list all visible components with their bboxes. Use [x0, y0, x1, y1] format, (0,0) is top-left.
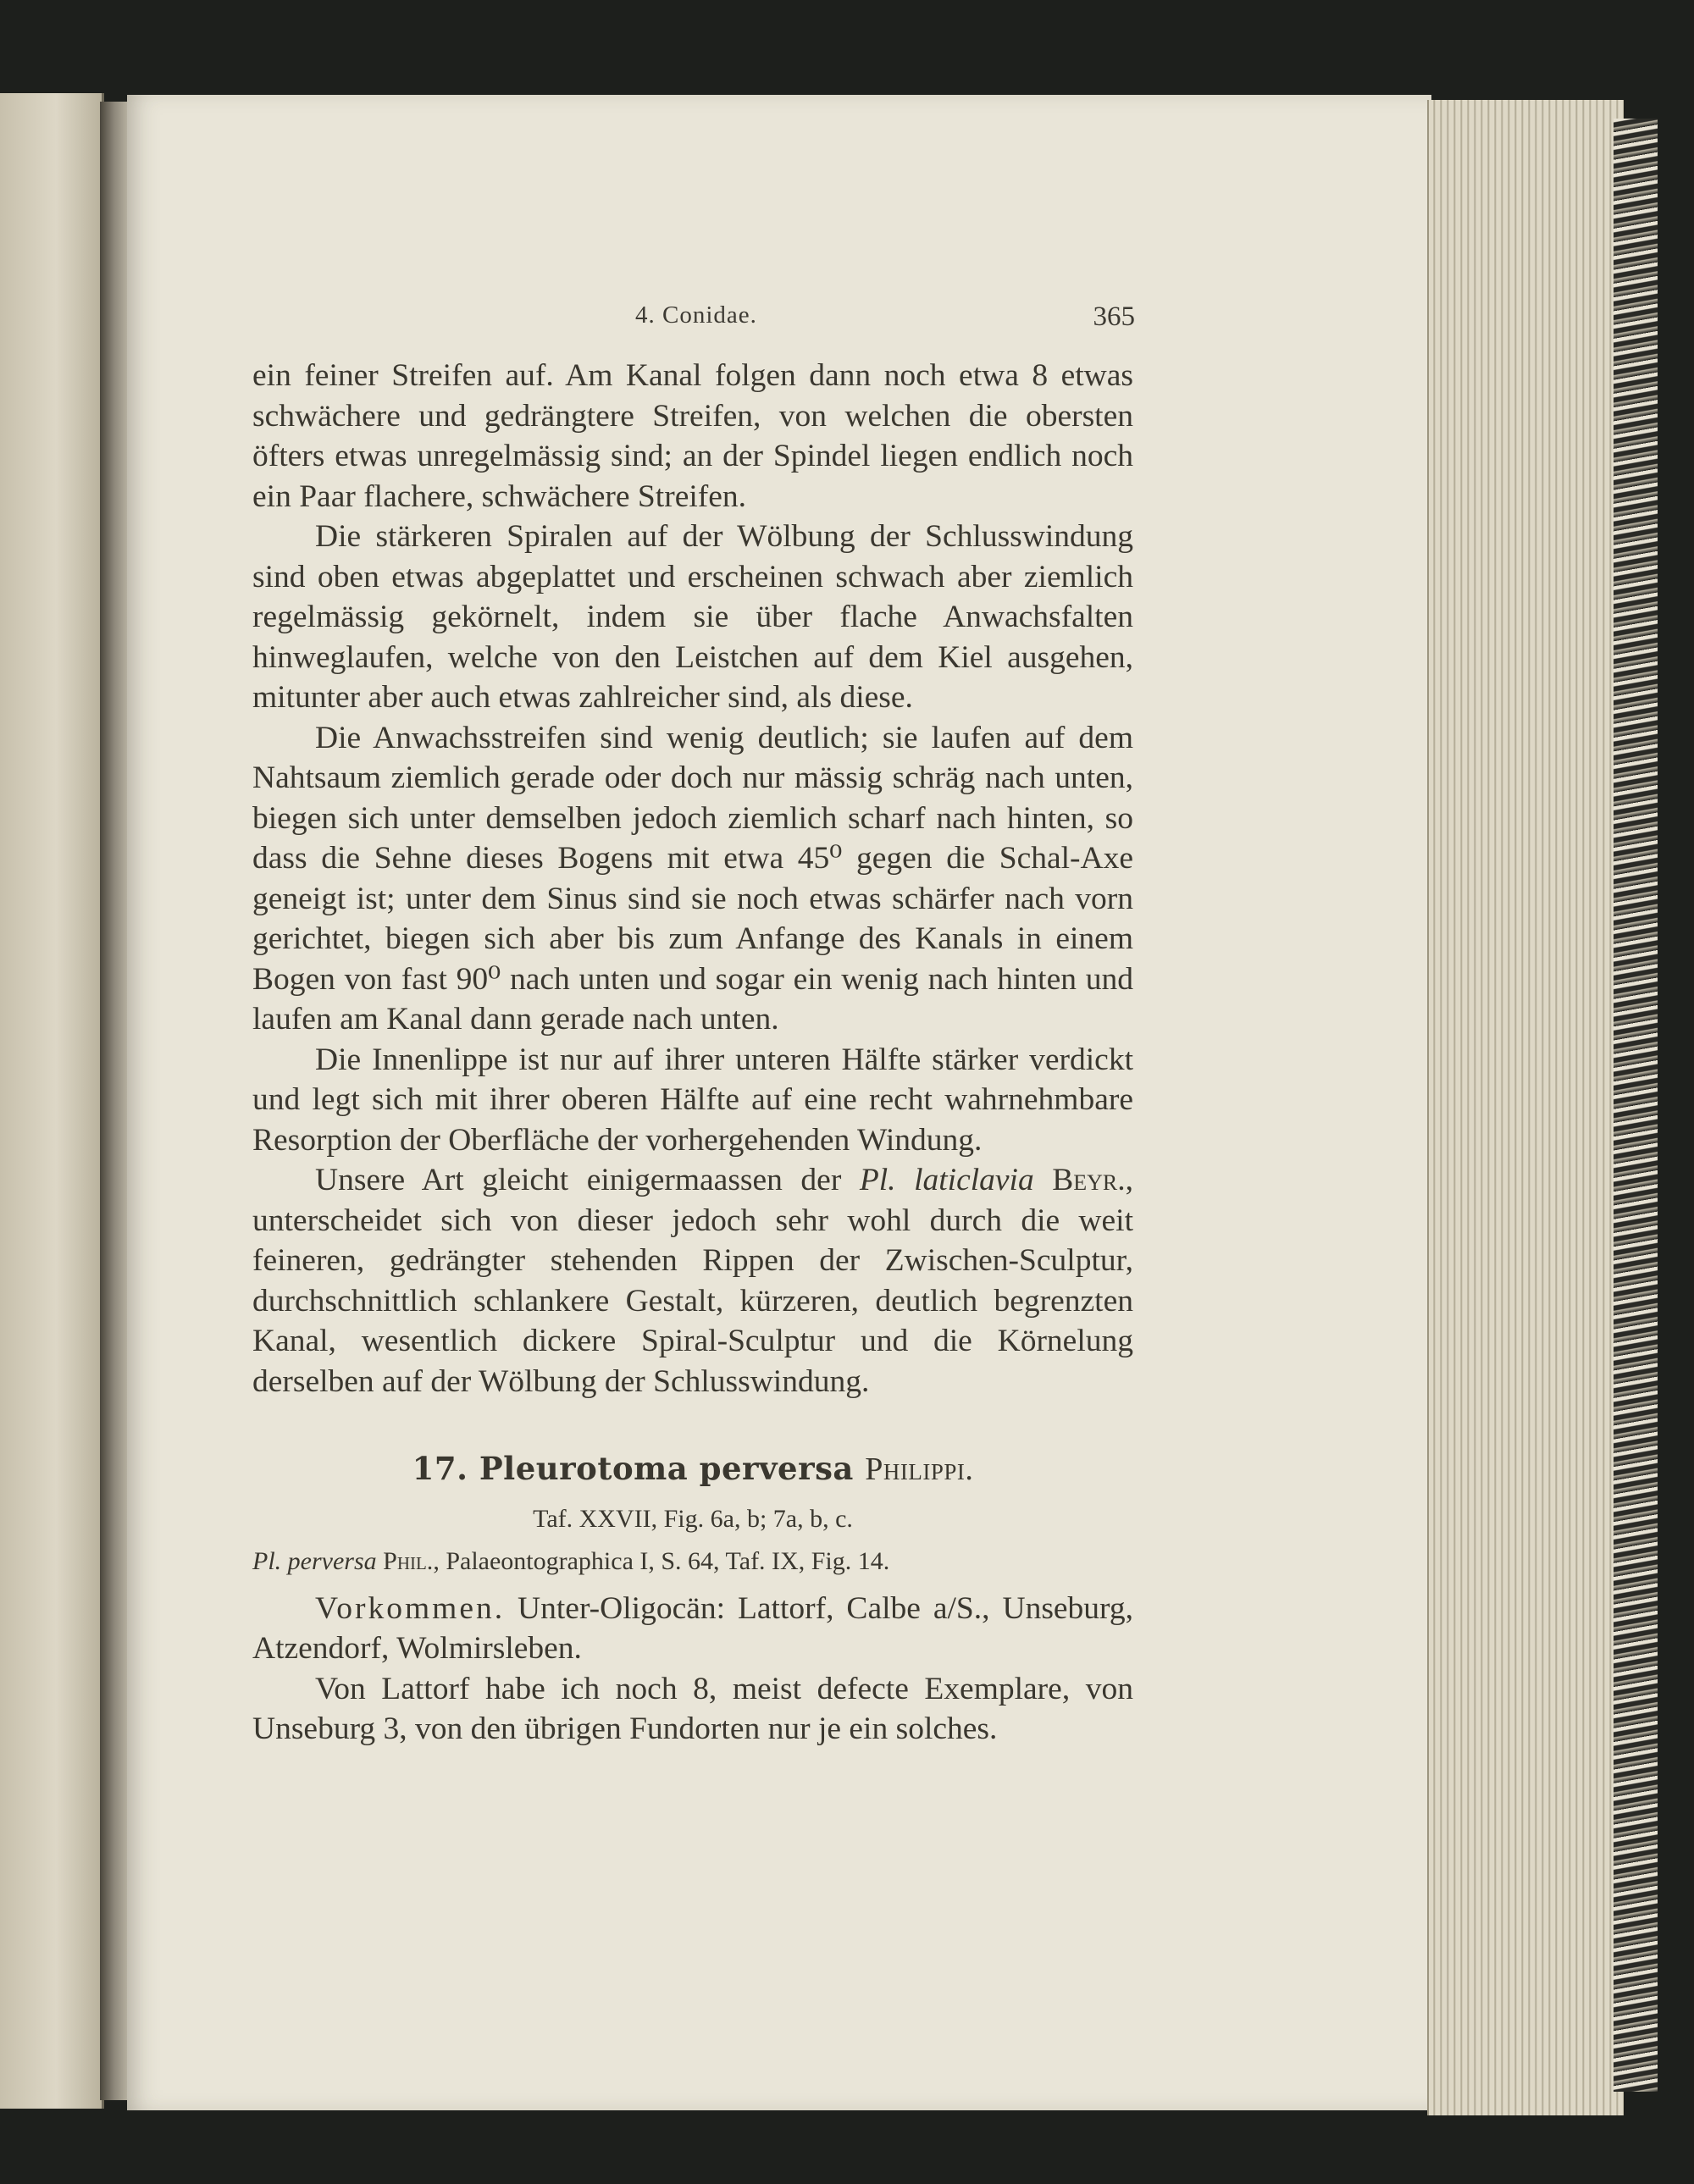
paragraph-continuation: ein feiner Streifen auf. Am Kanal folgen dann noch etwa 8 etwas schwächere und gedrängtere Streifen, von welchen die obersten öfters etwas unregelmässig sind; an der Spindel liegen endlich noch ein Paar flachere, schwächere Streifen. — [252, 358, 1133, 514]
page-number: 365 — [1093, 301, 1135, 332]
citation-species: Pl. perversa — [252, 1546, 377, 1575]
paragraph-spirals: Die stärkeren Spiralen auf der Wölbung der Schlusswindung sind oben etwas abgeplattet und erscheinen schwach aber ziemlich regelmässig gekörnelt, indem sie über flache Anwachsfalten hinweglaufen, welche von den Leistchen auf dem Kiel ausgehen, mitunter aber auch etwas zahlreicher sind, als diese. — [252, 519, 1133, 715]
comparison-rest: , unterscheidet sich von dieser jedoch sehr wohl durch die weit feineren, gedrängter stehenden Rippen der Zwischen-Sculptur, durchschnittlich schlankere Gestalt, kürzeren, deutlich begrenzten Kanal, wesentlich dickere Spiral-Sculptur und die Körnelung derselben auf der Wölbung der Schlusswindung. — [252, 1163, 1133, 1399]
occurrence-label: Vorkommen. — [315, 1590, 506, 1626]
paragraph-occurrence — [252, 1589, 1133, 1669]
paragraph-inner-lip: Die Innenlippe ist nur auf ihrer unteren Hälfte stärker verdickt und legt sich mit ihrer oberen Hälfte auf eine recht wahrnehmbare Resorption der Oberfläche der vorhergehenden Windung. — [252, 1042, 1133, 1158]
species-number: 17. — [412, 1450, 468, 1487]
citation-author: Phil. — [383, 1546, 434, 1575]
page-edges-stack — [1427, 100, 1624, 2115]
citation-rest: , Palaeontographica I, S. 64, Taf. IX, Fig. 14. — [433, 1546, 890, 1575]
comparison-species: Pl. laticlavia — [859, 1163, 1034, 1197]
facing-page-edge — [0, 93, 104, 2109]
literature-citation — [252, 1543, 1133, 1580]
running-title: 4. Conidae. — [635, 301, 757, 329]
species-author: Philippi. — [865, 1451, 974, 1487]
species-heading — [252, 1449, 1133, 1490]
paragraph-comparison — [252, 1160, 1133, 1402]
plate-reference: Taf. XXVII, Fig. 6a, b; 7a, b, c. — [533, 1504, 853, 1533]
occurrence-text: Unter-Oligocän: Lattorf, Calbe a/S., Unseburg, Atzendorf, Wolmirsleben. — [252, 1590, 1133, 1666]
comparison-author: Beyr. — [1052, 1163, 1126, 1197]
paragraph-growth-lines: Die Anwachsstreifen sind wenig deutlich; sie laufen auf dem Nahtsaum ziemlich gerade oder doch nur mässig schräg nach unten, biegen sich unter demselben jedoch ziemlich scharf nach hinten, so dass die Sehne dieses Bogens mit etwa 45⁰ gegen die Schal-Axe geneigt ist; unter dem Sinus sind sie noch etwas schärfer nach vorn gerichtet, biegen sich aber bis zum Anfange des Kanals in einem Bogen von fast 90⁰ nach unten und sogar ein wenig nach hinten und laufen am Kanal dann gerade nach unten. — [252, 720, 1133, 1037]
comparison-lead: Unsere Art gleicht einigermaassen der — [315, 1163, 842, 1197]
page-body — [252, 356, 1133, 1750]
book-spine-binding — [1614, 119, 1658, 2092]
running-header — [254, 301, 1135, 344]
species-name: Pleurotoma perversa — [479, 1450, 854, 1487]
paragraph-specimens: Von Lattorf habe ich noch 8, meist defecte Exemplare, von Unseburg 3, von den übrigen Fundorten nur je ein solches. — [252, 1671, 1133, 1746]
